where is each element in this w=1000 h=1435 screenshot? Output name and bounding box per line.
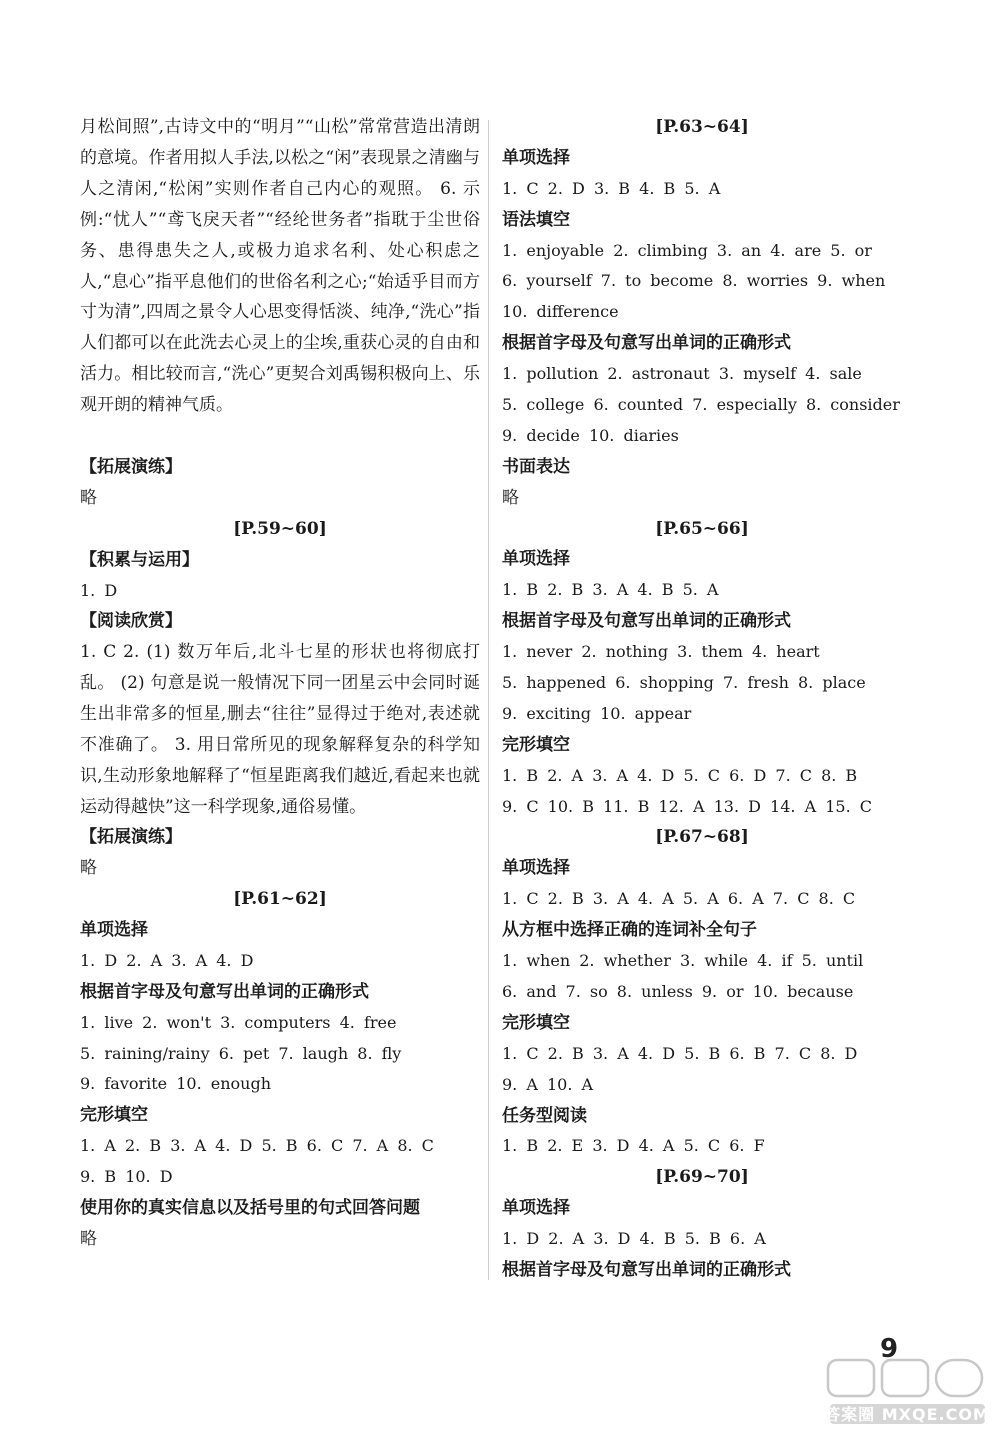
answer-line: 1. enjoyable 2. climbing 3. an 4. are 5. or [502,240,872,260]
page-range-63-64: [P.63~64] [655,117,749,137]
section-heading-real-info: 使用你的真实信息以及括号里的句式回答问题 [80,1198,420,1219]
section-heading-extension: 【拓展演练】 [80,457,182,477]
answer-line: 1. C 2. D 3. B 4. B 5. A [502,178,721,198]
answer-omitted: 略 [80,858,97,879]
answer-omitted: 略 [80,1228,97,1249]
section-heading-single-choice: 单项选择 [80,920,148,941]
right-column [502,112,902,1286]
page-range-69-70: [P.69~70] [655,1167,749,1188]
reading-answer-paragraph: 1. C 2. (1) 数万年后,北斗七星的形状也将彻底打乱。 (2) 句意是说一般情况下同一团星云中会同时诞生出非常多的恒星,删去“往往”显得过于绝对,表述就不准确了。 3. 用日常所见的现象解释复杂的科学知识,生动形象地解释了“恒星距离我们越近,看起来也就运动得越快”这一科学现象,通俗易懂。 [80,642,480,817]
answer-line: 1. when 2. whether 3. while 4. if 5. until [502,951,864,971]
page-range-61-62: [P.61~62] [233,889,327,910]
section-heading-cloze: 完形填空 [502,734,570,755]
column-divider [488,120,489,1280]
section-heading-single-choice: 单项选择 [502,147,570,168]
answer-line: 9. favorite 10. enough [80,1074,272,1094]
answer-line: 1. B 2. E 3. D 4. A 5. C 6. F [502,1136,765,1156]
analysis-paragraph: 月松间照”,古诗文中的“明月”“山松”常常营造出清朗的意境。作者用拟人手法,以松之“闲”表现景之清幽与人之清闲,“松闲”实则作者自己内心的观照。 6. 示例:“忧人”“鸢飞戾天者”“经纶世务者”指耽于尘世俗务、患得患失之人,或极力追求名利、处心积虑之人,“息心”指平息他们的世俗名利之心;“始适乎目而方寸为清”,四周之景令人心思变得恬淡、纯净,“洗心”指人们都可以在此洗去心灵上的尘埃,重获心灵的自由和活力。相比较而言,“洗心”更契合刘禹锡积极向上、乐观开朗的精神气质。 [80,117,480,416]
answer-line: 6. and 7. so 8. unless 9. or 10. because [502,981,854,1001]
section-heading-accumulation: 【积累与运用】 [80,549,199,570]
answer-line: 1. never 2. nothing 3. them 4. heart [502,642,820,662]
page-range-59-60: [P.59~60] [233,518,327,539]
section-heading-single-choice: 单项选择 [502,858,570,879]
answer-line: 9. exciting 10. appear [502,703,692,723]
answer-line: 1. D 2. A 3. D 4. B 5. B 6. A [502,1229,766,1249]
section-heading-word-forms: 根据首字母及句意写出单词的正确形式 [502,333,791,354]
section-heading-word-forms: 根据首字母及句意写出单词的正确形式 [502,611,791,632]
section-heading-grammar-fill: 语法填空 [502,209,570,230]
answer-omitted: 略 [80,487,97,508]
watermark-text: 答案圈 MXQE.COM [824,1405,990,1424]
page-number: 9 [880,1334,899,1364]
page-range-65-66: [P.65~66] [655,518,749,539]
answer-line: 9. B 10. D [80,1167,173,1187]
answer-line: 1. pollution 2. astronaut 3. myself 4. sale [502,364,862,384]
answer-line: 1. C 2. B 3. A 4. A 5. A 6. A 7. C 8. C [502,889,856,909]
answer-line: 5. raining/rainy 6. pet 7. laugh 8. fly [80,1043,402,1063]
section-heading-reading: 【阅读欣赏】 [80,611,182,632]
section-heading-conjunctions: 从方框中选择正确的连词补全句子 [502,920,757,941]
answer-line: 1. C 2. B 3. A 4. D 5. B 6. B 7. C 8. D [502,1043,858,1063]
section-heading-single-choice: 单项选择 [502,1198,570,1219]
left-column [80,112,480,1255]
answer-line: 9. decide 10. diaries [502,425,679,445]
answer-line: 5. college 6. counted 7. especially 8. consider [502,395,900,415]
answer-line: 1. live 2. won't 3. computers 4. free [80,1012,397,1032]
section-heading-writing: 书面表达 [502,456,570,477]
section-heading-word-forms: 根据首字母及句意写出单词的正确形式 [80,981,369,1002]
section-heading-cloze: 完形填空 [80,1105,148,1126]
answer-line: 1. B 2. B 3. A 4. B 5. A [502,580,719,600]
answer-omitted: 略 [502,487,519,508]
watermark-logo [820,1330,995,1430]
answer-line: 1. D 2. A 3. A 4. D [80,950,254,970]
section-heading-task-reading: 任务型阅读 [502,1105,587,1126]
answer-line: 1. D [80,580,118,600]
answer-line: 10. difference [502,302,619,322]
section-heading-word-forms: 根据首字母及句意写出单词的正确形式 [502,1259,791,1280]
section-heading-cloze: 完形填空 [502,1012,570,1033]
section-heading-single-choice: 单项选择 [502,549,570,570]
answer-line: 5. happened 6. shopping 7. fresh 8. place [502,673,866,693]
answer-line: 1. B 2. A 3. A 4. D 5. C 6. D 7. C 8. B [502,765,858,785]
answer-line: 6. yourself 7. to become 8. worries 9. when [502,271,886,291]
answer-line: 9. A 10. A [502,1074,594,1094]
page-range-67-68: [P.67~68] [655,827,749,848]
answer-line: 9. C 10. B 11. B 12. A 13. D 14. A 15. C [502,796,872,816]
section-heading-extension: 【拓展演练】 [80,827,182,848]
answer-line: 1. A 2. B 3. A 4. D 5. B 6. C 7. A 8. C [80,1136,434,1156]
